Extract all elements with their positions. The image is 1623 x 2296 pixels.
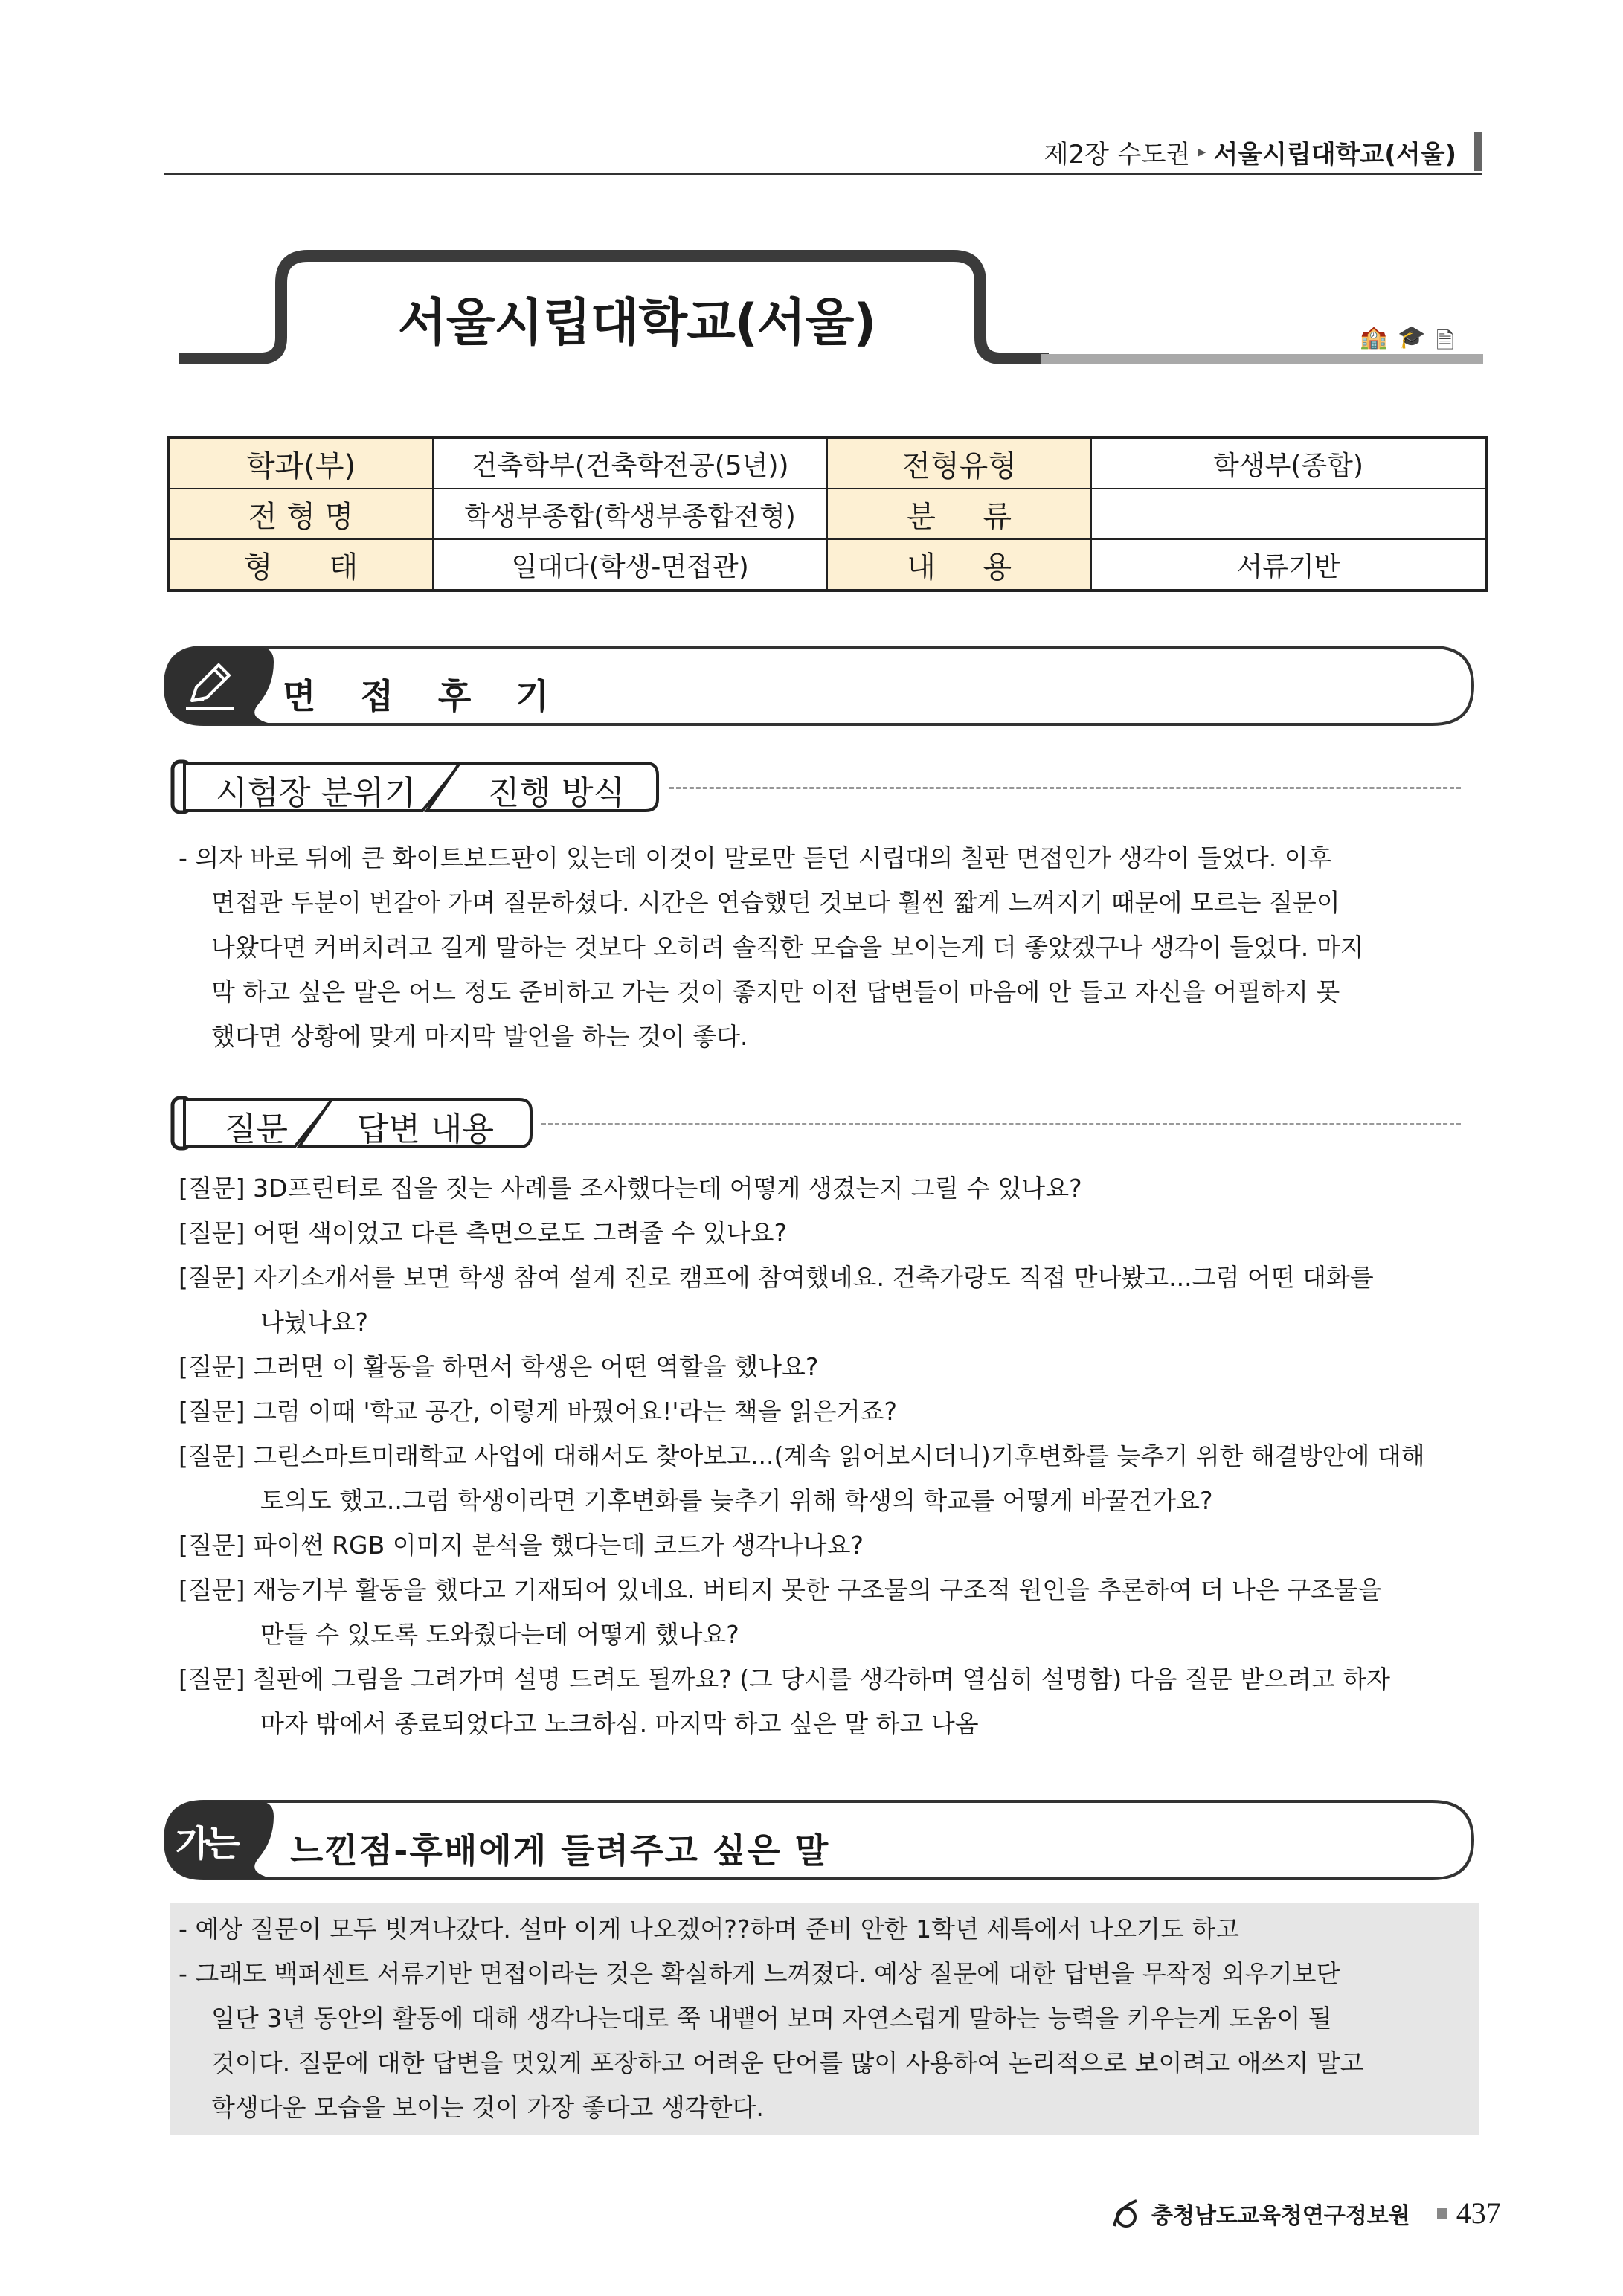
impression-line: - 예상 질문이 모두 빗겨나갔다. 설마 이게 나오겠어??하며 준비 안한 1학년 세특에서 나오기도 하고 — [179, 1914, 1240, 1943]
section-title-interview-review: 면 접 후 기 — [283, 676, 565, 716]
school-icon: 🏫 — [1360, 324, 1388, 350]
question-line: [질문] 그린스마트미래학교 사업에 대해서도 찾아보고...(계속 읽어보시더니)기후변화를 늦추기 위한 해결방안에 대해 — [179, 1441, 1425, 1470]
subheading-answer: 답변 내용 — [357, 1110, 495, 1148]
table-cell: 서류기반 — [1091, 539, 1486, 591]
org-name: 충청남도교육청연구정보원 — [1151, 2202, 1410, 2229]
table-cell: 학생부(종합) — [1091, 437, 1486, 489]
table-cell-label: 전형유형 — [827, 437, 1091, 489]
table-cell — [1091, 489, 1486, 539]
footer-separator — [1437, 2208, 1447, 2219]
table-row — [168, 539, 1486, 591]
question-line: [질문] 3D프린터로 집을 짓는 사례를 조사했다는데 어떻게 생겼는지 그릴 수 있나요? — [179, 1174, 1082, 1203]
caret-right-icon: ▸ — [1198, 142, 1206, 161]
paragraph-line: - 의자 바로 뒤에 큰 화이트보드판이 있는데 이것이 말로만 듣던 시립대의 칠판 면접인가 생각이 들었다. 이후 — [179, 843, 1332, 872]
question-line: 나눴나요? — [260, 1308, 369, 1337]
dashed-divider — [541, 1123, 1461, 1125]
question-line: [질문] 파이썬 RGB 이미지 분석을 했다는데 코드가 생각나나요? — [179, 1531, 864, 1560]
org-logo-icon — [1108, 2196, 1142, 2231]
paragraph-line: 막 하고 싶은 말은 어느 정도 준비하고 가는 것이 좋지만 이전 답변들이 마음에 안 들고 자신을 어필하지 못 — [211, 977, 1340, 1006]
impressions-badge: 가는 — [176, 1823, 236, 1865]
subheading-question: 질문 — [225, 1110, 289, 1148]
document-icon: 🗎 — [1436, 328, 1454, 354]
admission-info-table — [167, 436, 1488, 592]
header-bar — [1474, 132, 1482, 171]
table-row — [168, 437, 1486, 489]
question-line: 마자 밖에서 종료되었다고 노크하심. 마지막 하고 싶은 말 하고 나옴 — [260, 1709, 979, 1738]
dashed-divider — [669, 787, 1461, 789]
running-header — [1044, 132, 1482, 171]
footer — [1108, 2196, 1501, 2231]
page-number: 437 — [1456, 2196, 1501, 2230]
graduation-cap-icon: 🎓 — [1398, 324, 1426, 350]
question-line: [질문] 그럼 이때 '학교 공간, 이렇게 바꿨어요!'라는 책을 읽은거죠? — [179, 1397, 897, 1426]
impression-line: 것이다. 질문에 대한 답변을 멋있게 포장하고 어려운 단어를 많이 사용하여 논리적으로 보이려고 애쓰지 말고 — [211, 2048, 1364, 2077]
table-cell: 일대다(학생-면접관) — [433, 539, 827, 591]
impression-line: - 그래도 백퍼센트 서류기반 면접이라는 것은 확실하게 느껴졌다. 예상 질문에 대한 답변을 무작정 외우기보단 — [179, 1959, 1340, 1988]
paragraph-line: 나왔다면 커버치려고 길게 말하는 것보다 오히려 솔직한 모습을 보이는게 더 좋았겠구나 생각이 들었다. 마지 — [211, 933, 1364, 962]
question-line: [질문] 어떤 색이었고 다른 측면으로도 그려줄 수 있나요? — [179, 1218, 788, 1247]
question-line: [질문] 칠판에 그림을 그려가며 설명 드려도 될까요? (그 당시를 생각하며 열심히 설명함) 다음 질문 받으려고 하자 — [179, 1665, 1390, 1694]
paragraph-line: 면접관 두분이 번갈아 가며 질문하셨다. 시간은 연습했던 것보다 훨씬 짧게 느껴지기 때문에 모르는 질문이 — [211, 888, 1340, 917]
table-cell-label: 형 태 — [168, 539, 433, 591]
question-line: 토의도 했고..그럼 학생이라면 기후변화를 늦추기 위해 학생의 학교를 어떻게 바꿀건가요? — [260, 1486, 1213, 1515]
table-cell-label: 전 형 명 — [168, 489, 433, 539]
question-line: [질문] 그러면 이 활동을 하면서 학생은 어떤 역할을 했나요? — [179, 1352, 819, 1381]
page-title: 서울시립대학교(서울) — [398, 294, 876, 353]
header-rule — [164, 173, 1482, 175]
question-line: [질문] 자기소개서를 보면 학생 참여 설계 진로 캠프에 참여했네요. 건축가랑도 직접 만나봤고...그럼 어떤 대화를 — [179, 1263, 1374, 1292]
title-icons — [1360, 324, 1454, 362]
pencil-icon — [181, 657, 238, 714]
paragraph-line: 했다면 상황에 맞게 마지막 발언을 하는 것이 좋다. — [211, 1022, 748, 1051]
table-row — [168, 489, 1486, 539]
impression-line: 일단 3년 동안의 활동에 대해 생각나는대로 쭉 내뱉어 보며 자연스럽게 말하는 능력을 키우는게 도움이 될 — [211, 2004, 1332, 2033]
subheading-process: 진행 방식 — [488, 774, 626, 812]
table-cell-label: 내 용 — [827, 539, 1091, 591]
school-label: 서울시립대학교(서울) — [1213, 139, 1456, 170]
section-title-impressions: 느낀점-후배에게 들려주고 싶은 말 — [290, 1830, 830, 1871]
question-line: 만들 수 있도록 도와줬다는데 어떻게 했나요? — [260, 1620, 739, 1649]
subheading-atmosphere: 시험장 분위기 — [216, 774, 417, 812]
chapter-label: 제2장 수도권 — [1044, 139, 1191, 170]
atmosphere-paragraph — [179, 836, 1461, 1059]
table-cell-label: 학과(부) — [168, 437, 433, 489]
question-line: [질문] 재능기부 활동을 했다고 기재되어 있네요. 버티지 못한 구조물의 구조적 원인을 추론하여 더 나은 구조물을 — [179, 1575, 1382, 1604]
table-cell: 건축학부(건축학전공(5년)) — [433, 437, 827, 489]
table-cell: 학생부종합(학생부종합전형) — [433, 489, 827, 539]
table-cell-label: 분 류 — [827, 489, 1091, 539]
impression-line: 학생다운 모습을 보이는 것이 가장 좋다고 생각한다. — [211, 2093, 764, 2122]
